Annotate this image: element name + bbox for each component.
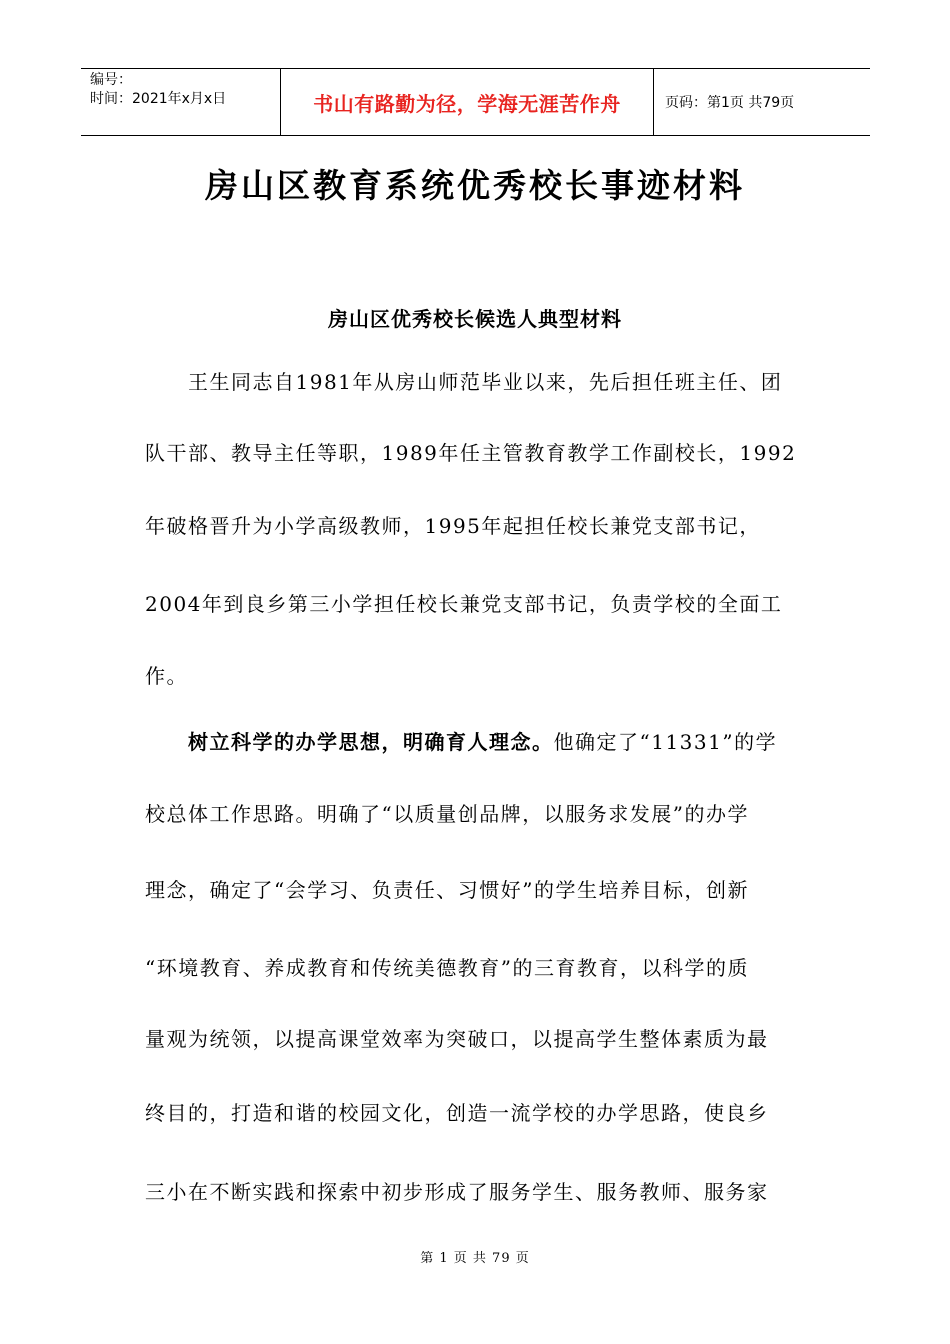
document-subtitle: 房山区优秀校长候选人典型材料: [328, 307, 622, 331]
paragraph-line: 队干部、教导主任等职，1989年任主管教育教学工作副校长，1992: [145, 441, 797, 465]
paragraph-text: 他确定了“11331”的学: [553, 730, 778, 754]
paragraph-line: 年破格晋升为小学高级教师，1995年起担任校长兼党支部书记，: [145, 514, 761, 538]
paragraph-line: “环境教育、养成教育和传统美德教育”的三育教育，以科学的质: [145, 956, 749, 980]
header-meta: [81, 69, 280, 135]
page-footer: 第 1 页 共 79 页: [420, 1251, 530, 1266]
paragraph-line-with-heading: [145, 727, 777, 757]
time-label: 时间：2021年x月x日: [90, 91, 227, 107]
code-label: 编号：: [90, 72, 132, 88]
paragraph-line: 2004年到良乡第三小学担任校长兼党支部书记，负责学校的全面工: [145, 592, 783, 616]
paragraph-line: 王生同志自1981年从房山师范毕业以来，先后担任班主任、团: [145, 370, 783, 394]
paragraph-line: 校总体工作思路。明确了“以质量创品牌，以服务求发展”的办学: [145, 802, 749, 826]
header-motto: 书山有路勤为径，学海无涯苦作舟: [280, 69, 654, 135]
document-title: 房山区教育系统优秀校长事迹材料: [205, 166, 745, 205]
header-table: [81, 68, 870, 136]
paragraph-line: 理念，确定了“会学习、负责任、习惯好”的学生培养目标，创新: [145, 878, 749, 902]
paragraph-line: 作。: [145, 664, 188, 688]
paragraph-line: 三小在不断实践和探索中初步形成了服务学生、服务教师、服务家: [145, 1180, 769, 1204]
header-page-info: 页码：第1页 共79页: [665, 95, 795, 111]
bold-heading: 树立科学的办学思想，明确育人理念。: [145, 730, 554, 754]
paragraph-line: 终目的，打造和谐的校园文化，创造一流学校的办学思路，使良乡: [145, 1101, 769, 1125]
paragraph-line: 量观为统领，以提高课堂效率为突破口，以提高学生整体素质为最: [145, 1027, 769, 1051]
